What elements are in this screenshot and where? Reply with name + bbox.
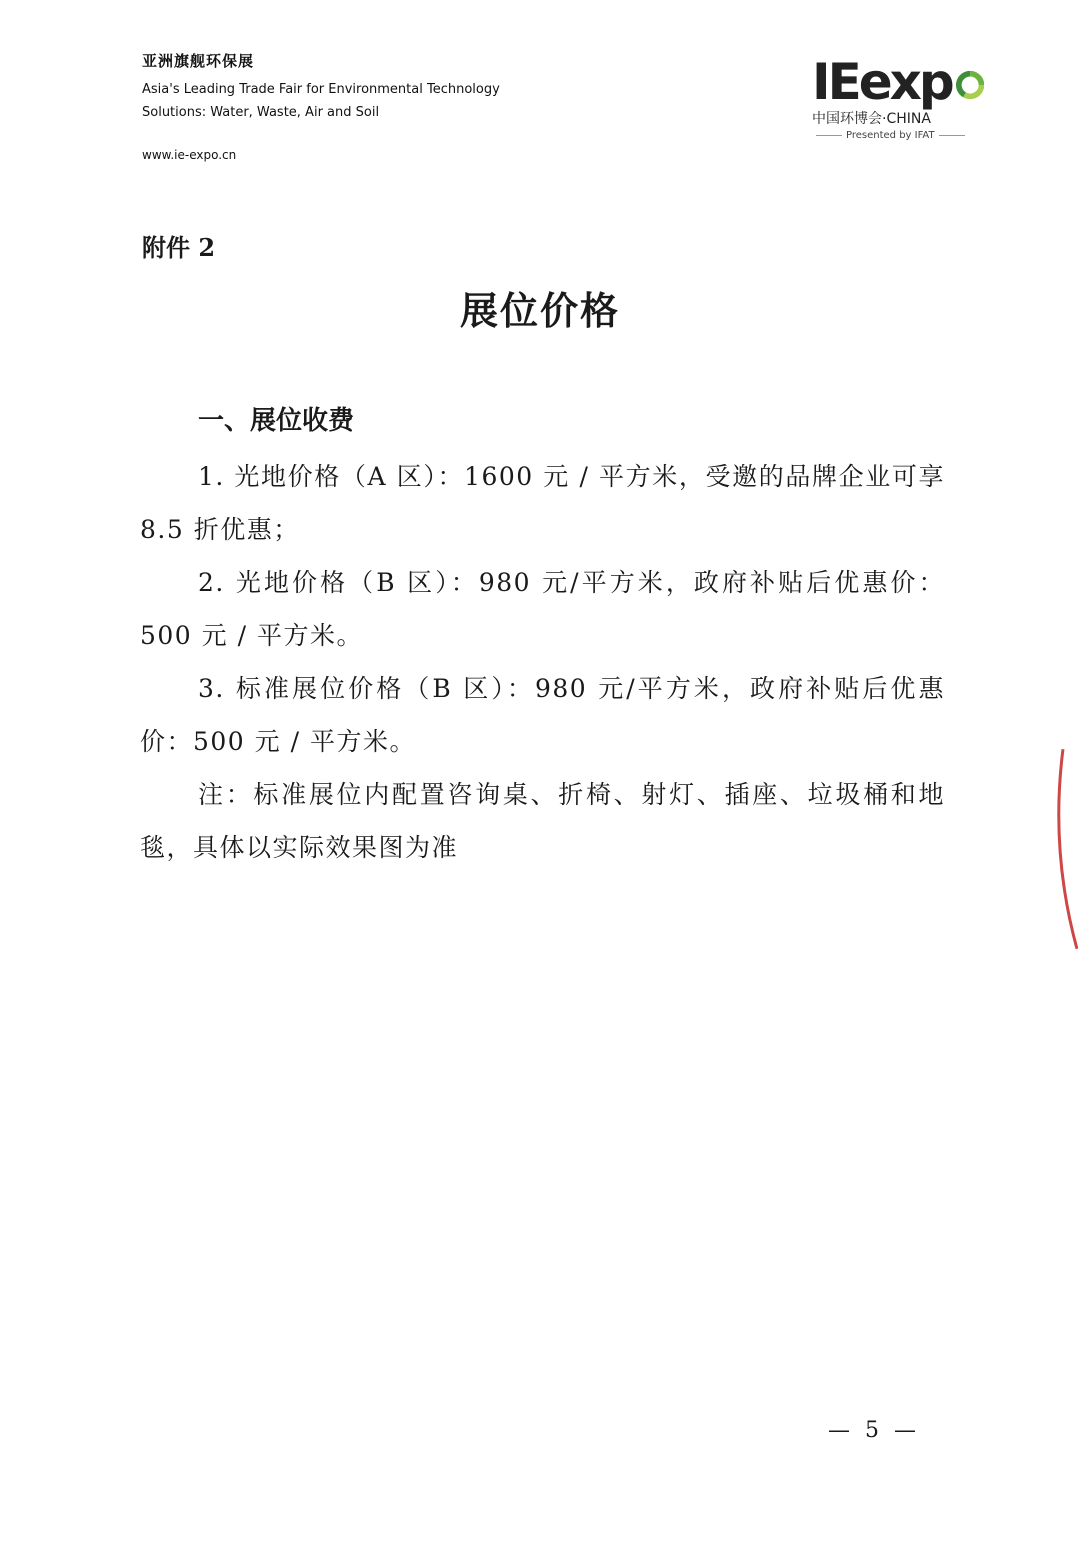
header-left xyxy=(142,50,500,162)
seal-stamp-edge xyxy=(1022,739,1080,962)
price-item-2: 2. 光地价格（B 区）：980 元/平方米，政府补贴后优惠价：500 元 / 平方米。 xyxy=(140,568,945,650)
logo-presented: Presented by IFAT xyxy=(812,130,984,141)
logo-wordmark: IEexp xyxy=(812,53,952,111)
price-item-3: 3. 标准展位价格（B 区）：980 元/平方米，政府补贴后优惠价：500 元 / 平方米。 xyxy=(140,674,945,756)
header-website: www.ie-expo.cn xyxy=(142,148,237,162)
document-title: 展位价格 xyxy=(459,288,620,333)
price-item-1: 1. 光地价格（A 区）：1600 元 / 平方米，受邀的品牌企业可享 8.5 折优惠； xyxy=(140,462,945,544)
header-cn-name: 亚洲旗舰环保展 xyxy=(142,52,255,70)
logo-cn: 中国环博会 xyxy=(812,111,882,127)
seal-fragment-icon xyxy=(1032,739,1080,961)
header-en-line2: Solutions: Water, Waste, Air and Soil xyxy=(142,105,380,120)
attachment-label: 附件 2 xyxy=(142,233,216,262)
logo-subtitle xyxy=(812,108,984,128)
header-en-line1: Asia's Leading Trade Fair for Environmental Technology xyxy=(142,82,500,97)
logo-word xyxy=(812,53,984,111)
page-number: — 5 — xyxy=(828,1418,920,1443)
ie-expo-logo xyxy=(812,53,984,148)
recycle-ring-icon xyxy=(956,70,984,100)
logo-china: ·CHINA xyxy=(882,111,931,127)
section-heading: 一、展位收费 xyxy=(198,406,355,436)
price-note: 注：标准展位内配置咨询桌、折椅、射灯、插座、垃圾桶和地毯，具体以实际效果图为准 xyxy=(140,780,945,862)
document-body xyxy=(140,395,945,874)
